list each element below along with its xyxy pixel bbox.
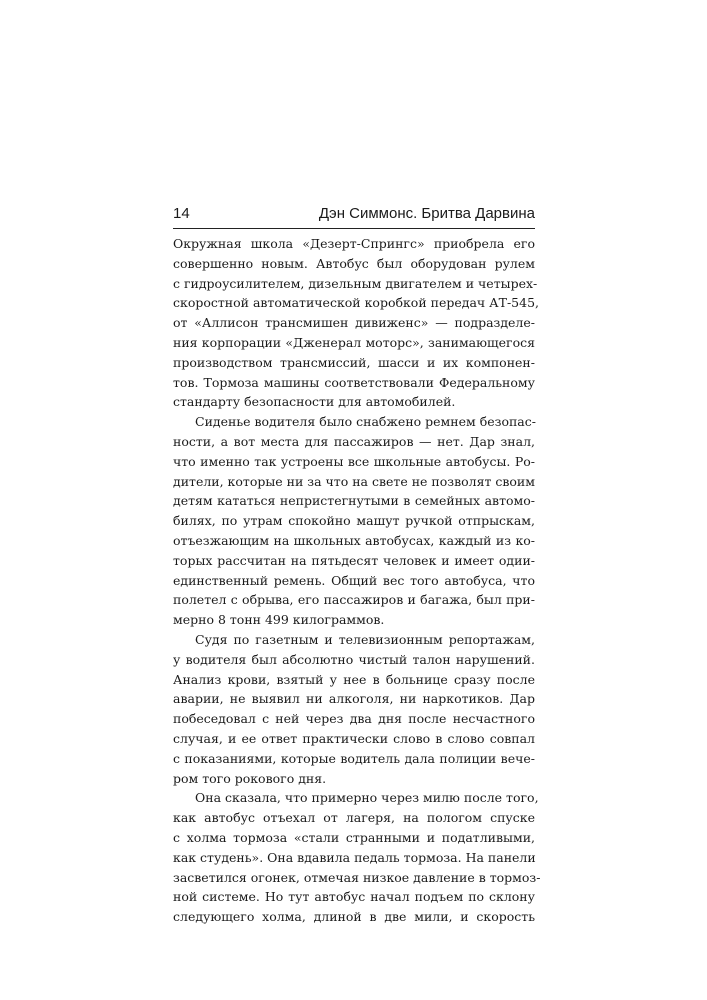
text-line: как автобус отъехал от лагеря, на пологом спуске <box>173 810 535 826</box>
text-line: ной системе. Но тут автобус начал подъем по склону <box>173 889 535 905</box>
text-line: Окружная школа «Дезерт-Спрингс» приобрела его <box>173 236 535 251</box>
page-number: 14 <box>173 205 190 222</box>
text-line: следующего холма, длиной в две мили, и скорость <box>173 909 535 925</box>
text-line: Она сказала, что примерно через милю после того, <box>195 790 539 806</box>
running-title: Дэн Симмонс. Бритва Дарвина <box>318 205 535 222</box>
text-line: отъезжающим на школьных автобусах, каждый из ко- <box>173 532 535 548</box>
text-line: побеседовал с ней через два дня после несчастного <box>173 711 535 727</box>
text-line: Анализ крови, взятый у нее в больнице сразу после <box>173 671 535 687</box>
text-line: с холма тормоза «стали странными и податливыми, <box>173 829 535 845</box>
paragraph <box>173 788 541 927</box>
text-line: ром того рокового дня. <box>173 770 327 786</box>
text-line: Судя по газетным и телевизионным репортажам, <box>195 631 535 647</box>
text-line: случая, и ее ответ практически слово в слово совпал <box>173 730 535 746</box>
text-line: мерно 8 тонн 499 килограммов. <box>173 612 385 628</box>
text-line: аварии, не выявил ни алкоголя, ни наркотиков. Дар <box>173 691 535 707</box>
text-line: ния корпорации «Дженерал моторс», занимающегося <box>173 334 535 350</box>
text-line: как студень». Она вдавила педаль тормоза. На панели <box>173 849 536 865</box>
text-line: стандарту безопасности для автомобилей. <box>173 394 456 410</box>
paragraph <box>173 234 540 412</box>
paragraph <box>173 630 535 788</box>
text-line: тов. Тормоза машины соответствовали Федеральному <box>173 374 535 390</box>
text-line: торых рассчитан на пятьдесят человек и имеет одии- <box>173 552 535 568</box>
text-line: детям кататься непристегнутыми в семейных автомо- <box>173 493 535 509</box>
body-text <box>173 234 541 927</box>
text-line: единственный ремень. Общий вес того автобуса, что <box>173 572 535 588</box>
text-line: скоростной автоматической коробкой передач АТ-545, <box>173 295 540 311</box>
text-line: от «Аллисон трансмишен дивиженс» — подразделе- <box>173 315 535 331</box>
text-line: с показаниями, которые водитель дала полиции вече- <box>173 750 535 766</box>
text-line: полетел с обрыва, его пассажиров и багажа, был при- <box>173 592 535 608</box>
paragraph <box>173 412 535 630</box>
text-line: засветился огонек, отмечая низкое давление в тормоз- <box>173 869 541 885</box>
text-line: что именно так устроены все школьные автобусы. Ро- <box>173 453 535 469</box>
text-line: билях, по утрам спокойно машут ручкой отпрыскам, <box>173 513 535 529</box>
text-line: дители, которые ни за что на свете не позволят своим <box>173 473 535 489</box>
text-line: Сиденье водителя было снабжено ремнем безопас- <box>195 414 536 430</box>
text-line: совершенно новым. Автобус был оборудован рулем <box>173 255 535 271</box>
text-line: ности, а вот места для пассажиров — нет. Дар знал, <box>173 433 535 449</box>
text-line: у водителя был абсолютно чистый талон нарушений. <box>173 651 535 667</box>
running-header <box>173 200 535 229</box>
text-line: с гидроусилителем, дизельным двигателем и четырех- <box>173 275 538 291</box>
text-line: производством трансмиссий, шасси и их компонен- <box>173 354 535 370</box>
